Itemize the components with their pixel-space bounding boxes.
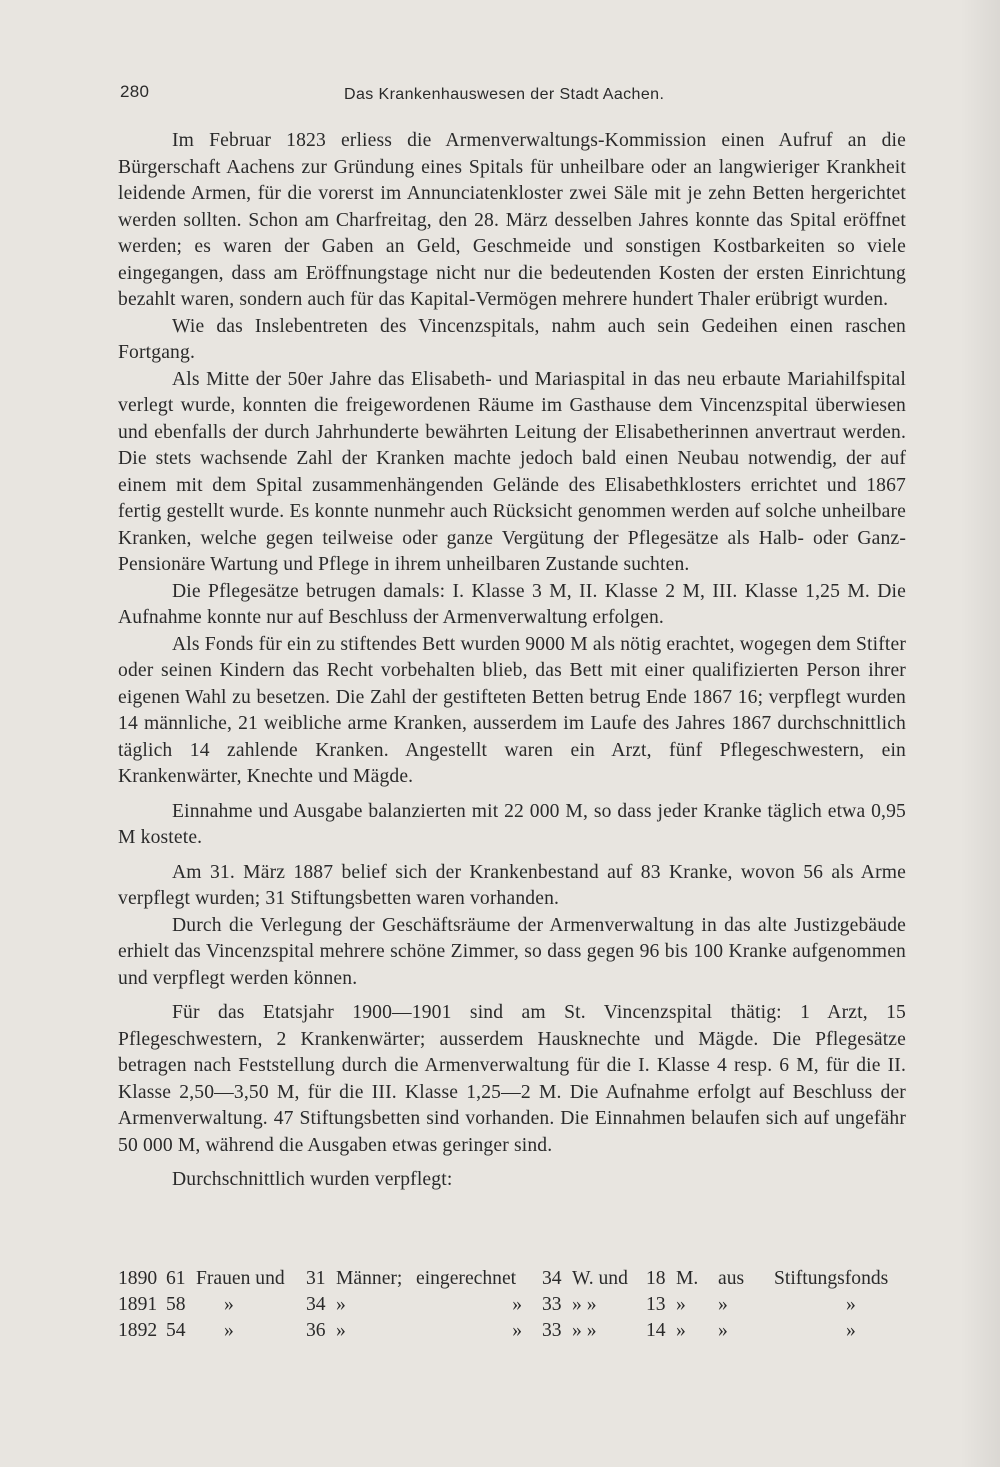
aus-label: »	[718, 1320, 728, 1341]
paragraph: Im Februar 1823 erliess die Armenverwaltungs-Kommission einen Aufruf an die Bürgerschaft Aachens zur Gründung eines Spitals für unheilbare oder an langwieriger Krankheit leidende Armen, für die vorerst im Annunciatenkloster zwei Säle mit je zehn Betten hergerichtet werden sollten. Schon am Charfreitag, den 28. März desselben Jahres konnte das Spital eröffnet werden; es waren der Gaben an Geld, Geschmeide und sonstigen Kostbarkeiten so viele eingegangen, dass am Eröffnungstage nicht nur die bedeutenden Kosten der ersten Einrichtung bezahlt waren, sondern auch für das Kapital-Vermögen mehrere hundert Thaler erübrigt wurden.	[118, 130, 906, 310]
year-cell: 1890	[118, 1268, 158, 1289]
maenner-count: 31	[306, 1268, 326, 1289]
frauen-count: 54	[166, 1320, 186, 1341]
m-label: M.	[676, 1268, 699, 1289]
paragraph: Für das Etatsjahr 1900—1901 sind am St. Vincenzspital thätig: 1 Arzt, 15 Pflegeschwestern, 2 Krankenwärter; ausserdem Hausknechte und Mägde. Die Pflegesätze betragen nach Feststellung durch die Armenverwaltung für die I. Klasse 4 resp. 6 M, für die II. Klasse 2,50—3,50 M, für die III. Klasse 1,25—2 M. Die Aufnahme erfolgt auf Beschluss der Armenverwaltung. 47 Stiftungsbetten sind vorhanden. Die Einnahmen belaufen sich auf ungefähr 50 000 M, während die Ausgaben etwas geringer sind.	[118, 1002, 906, 1156]
w-label: W. und	[572, 1268, 628, 1289]
paragraph: Als Mitte der 50er Jahre das Elisabeth- und Mariaspital in das neu erbaute Mariahilfspital verlegt wurde, konnten die freigewordenen Räume im Gasthause dem Vincenzspital überwiesen und ebenfalls der durch Jahrhunderte bewährten Leitung der Elisabetherinnen anvertraut werden. Die stets wachsende Zahl der Kranken machte jedoch bald einen Neubau notwendig, der auf einem mit dem Spital zusammenhängenden Gelände des Elisabethklosters errichtet und 1867 fertig gestellt wurde. Es konnte nunmehr auch Rücksicht genommen werden auf solche unheilbare Kranken, welche gegen teilweise oder ganze Vergütung der Pflegesätze als Halb- oder Ganz-Pensionäre Wartung und Pflege in ihrem unheilbaren Zustande suchten.	[118, 368, 906, 575]
mid-label: »	[512, 1320, 522, 1341]
mid-label: eingerechnet	[416, 1268, 517, 1289]
patient-statistics-table	[118, 1266, 906, 1344]
table-row	[118, 1266, 906, 1292]
page-number: 280	[120, 82, 150, 101]
w-count: 33	[542, 1320, 562, 1341]
fonds-label: »	[846, 1320, 856, 1341]
paragraph: Am 31. März 1887 belief sich der Krankenbestand auf 83 Kranke, wovon 56 als Arme verpflegt wurden; 31 Stiftungsbetten waren vorhanden.	[118, 861, 906, 909]
maenner-label: »	[336, 1320, 346, 1341]
fonds-label: Stiftungsfonds	[774, 1268, 889, 1289]
frauen-count: 58	[166, 1294, 186, 1315]
mid-label: »	[512, 1294, 522, 1315]
paragraph: Wie das Inslebentreten des Vincenzspitals, nahm auch sein Gedeihen einen raschen Fortgang.	[118, 315, 906, 363]
frauen-label: Frauen und	[196, 1268, 285, 1289]
maenner-count: 34	[306, 1294, 326, 1315]
m-count: 13	[646, 1294, 666, 1315]
frauen-count: 61	[166, 1268, 186, 1289]
paragraph: Durchschnittlich wurden verpflegt:	[172, 1169, 453, 1190]
m-label: »	[676, 1294, 686, 1315]
maenner-label: Männer;	[336, 1268, 403, 1289]
aus-label: aus	[718, 1268, 745, 1289]
w-count: 33	[542, 1294, 562, 1315]
paragraph: Die Pflegesätze betrugen damals: I. Klasse 3 M, II. Klasse 2 M, III. Klasse 1,25 M. Die Aufnahme konnte nur auf Beschluss der Armenverwaltung erfolgen.	[118, 580, 906, 628]
year-cell: 1891	[118, 1294, 158, 1315]
w-count: 34	[542, 1268, 562, 1289]
fonds-label: »	[846, 1294, 856, 1315]
m-label: »	[676, 1320, 686, 1341]
aus-label: »	[718, 1294, 728, 1315]
m-count: 18	[646, 1268, 666, 1289]
body-text	[118, 128, 906, 1194]
paragraph: Durch die Verlegung der Geschäftsräume der Armenverwaltung in das alte Justizgebäude erhielt das Vincenzspital mehrere schöne Zimmer, so dass gegen 96 bis 100 Kranke aufgenommen und verpflegt werden können.	[118, 914, 906, 989]
w-label: » »	[572, 1320, 597, 1341]
frauen-label: »	[224, 1294, 234, 1315]
table-row	[118, 1292, 906, 1318]
m-count: 14	[646, 1320, 666, 1341]
page-header	[120, 82, 710, 112]
running-title: Das Krankenhauswesen der Stadt Aachen.	[344, 86, 665, 103]
paragraph: Einnahme und Ausgabe balanzierten mit 22 000 M, so dass jeder Kranke täglich etwa 0,95 M kostete.	[118, 800, 906, 848]
paragraph: Als Fonds für ein zu stiftendes Bett wurden 9000 M als nötig erachtet, wogegen dem Stifter oder seinen Kindern das Recht vorbehalten blieb, das Bett mit einer qualifizierten Person ihrer eigenen Wahl zu besetzen. Die Zahl der gestifteten Betten betrug Ende 1867 16; verpflegt wurden 14 männliche, 21 weibliche arme Kranken, ausserdem im Laufe des Jahres 1867 durchschnittlich täglich 14 zahlende Kranken. Angestellt waren ein Arzt, fünf Pflegeschwestern, ein Krankenwärter, Knechte und Mägde.	[118, 633, 906, 787]
maenner-label: »	[336, 1294, 346, 1315]
table-row	[118, 1318, 906, 1344]
year-cell: 1892	[118, 1320, 158, 1341]
maenner-count: 36	[306, 1320, 326, 1341]
frauen-label: »	[224, 1320, 234, 1341]
w-label: » »	[572, 1294, 597, 1315]
